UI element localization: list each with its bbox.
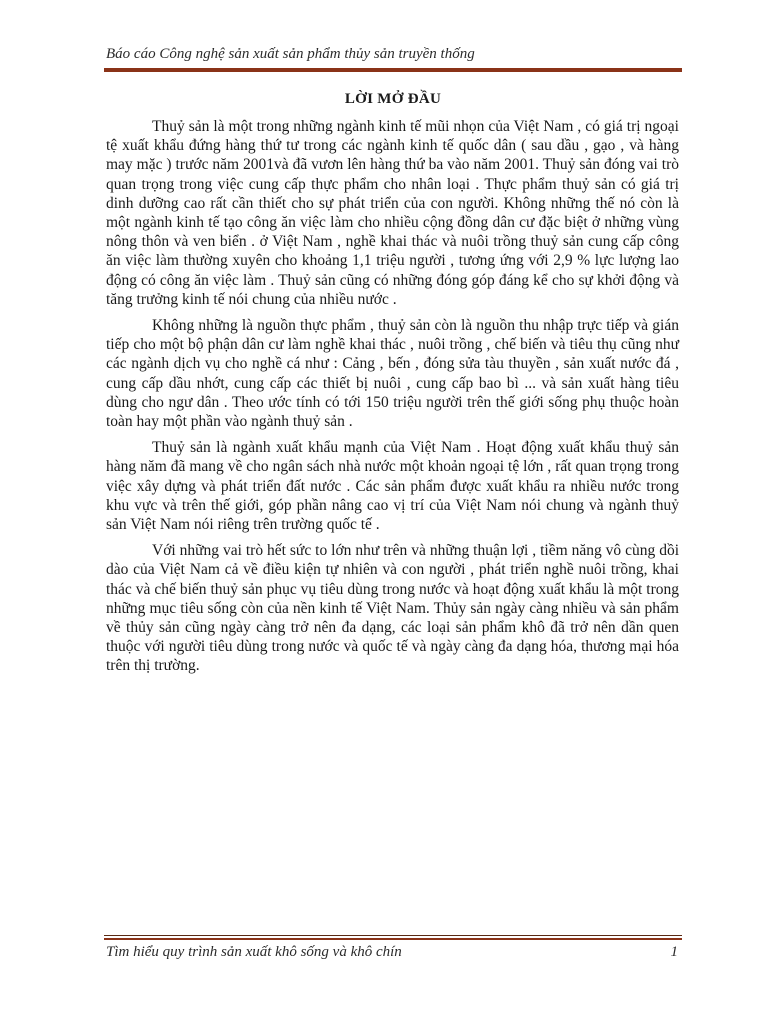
paragraph-3: Thuỷ sản là ngành xuất khẩu mạnh của Việt Nam . Hoạt động xuất khẩu thuỷ sản hàng năm đã mang về cho ngân sách nhà nước một khoản ngoại tệ lớn , rất quan trọng trong việc xây dựng và phát triển đất nước . Các sản phẩm được xuất khẩu ra nhiều nước trong khu vực và trên thế giới, góp phần nâng cao vị trí của Việt Nam nói chung và ngành thuỷ sản Việt Nam nói riêng trên trường quốc tế .: [106, 439, 679, 534]
paragraph-1: Thuỷ sản là một trong những ngành kinh tế mũi nhọn của Việt Nam , có giá trị ngoại tệ xuất khẩu đứng hàng thứ tư trong các ngành kinh tế quốc dân ( sau dầu , gạo , và hàng may mặc ) trước năm 2001và đã vươn lên hàng thứ ba vào năm 2001. Thuỷ sản đóng vai trò quan trọng trong việc cung cấp thực phẩm cho nhân loại . Thực phẩm thuỷ sản có giá trị dinh dưỡng cao rất cần thiết cho sự phát triển của con người. Không những thế nó còn là một ngành kinh tế tạo công ăn việc làm cho nhiều cộng đồng dân cư đặc biệt ở những vùng nông thôn và ven biển . ở Việt Nam , nghề khai thác và nuôi trồng thuỷ sản cung cấp công ăn việc làm thường xuyên cho khoảng 1,1 triệu người , tương ứng với 2,9 % lực lượng lao động có công ăn việc làm . Thuỷ sản cũng có những đóng góp đáng kể cho sự khởi động và tăng trưởng kinh tế nói chung của nhiều nước .: [106, 118, 679, 308]
page-number: 1: [670, 944, 678, 960]
footer-rule-thick: [104, 938, 682, 940]
header-rule: [104, 68, 682, 72]
running-header: Báo cáo Công nghệ sản xuất sản phẩm thủy sản truyền thống: [106, 46, 475, 62]
running-footer: Tìm hiểu quy trình sản xuất khô sống và khô chín: [106, 944, 402, 960]
document-body: [106, 117, 679, 683]
paragraph-4: Với những vai trò hết sức to lớn như trên và những thuận lợi , tiềm năng vô cùng dồi dào của Việt Nam cả về điều kiện tự nhiên và con người , phát triển nghề nuôi trồng, khai thác và chế biến thuỷ sản phục vụ tiêu dùng trong nước và hoạt động xuất khẩu là một trong những mục tiêu sống còn của nền kinh tế Việt Nam. Thủy sản ngày càng nhiều và sản phẩm về thủy sản cũng ngày càng trở nên đa dạng, các loại sản phẩm khô đã trở nên dần quen thuộc với người tiêu dùng trong nước và quốc tế và ngày càng đa dạng hóa, thương mại hóa trên thị trường.: [106, 542, 679, 675]
paragraph-2: Không những là nguồn thực phẩm , thuỷ sản còn là nguồn thu nhập trực tiếp và gián tiếp cho một bộ phận dân cư làm nghề khai thác , nuôi trồng , chế biến và tiêu thụ cũng như các ngành dịch vụ cho nghề cá như : Cảng , bến , đóng sửa tàu thuyền , sản xuất nước đá , cung cấp dầu nhớt, cung cấp các thiết bị nuôi , cung cấp bao bì ... và sản xuất hàng tiêu dùng cho ngư dân . Theo ước tính có tới 150 triệu người trên thế giới sống phụ thuộc hoàn toàn hay một phần vào ngành thuỷ sản .: [106, 317, 679, 431]
footer-rule-thin: [104, 935, 682, 936]
section-heading: LỜI MỞ ĐẦU: [344, 91, 442, 107]
